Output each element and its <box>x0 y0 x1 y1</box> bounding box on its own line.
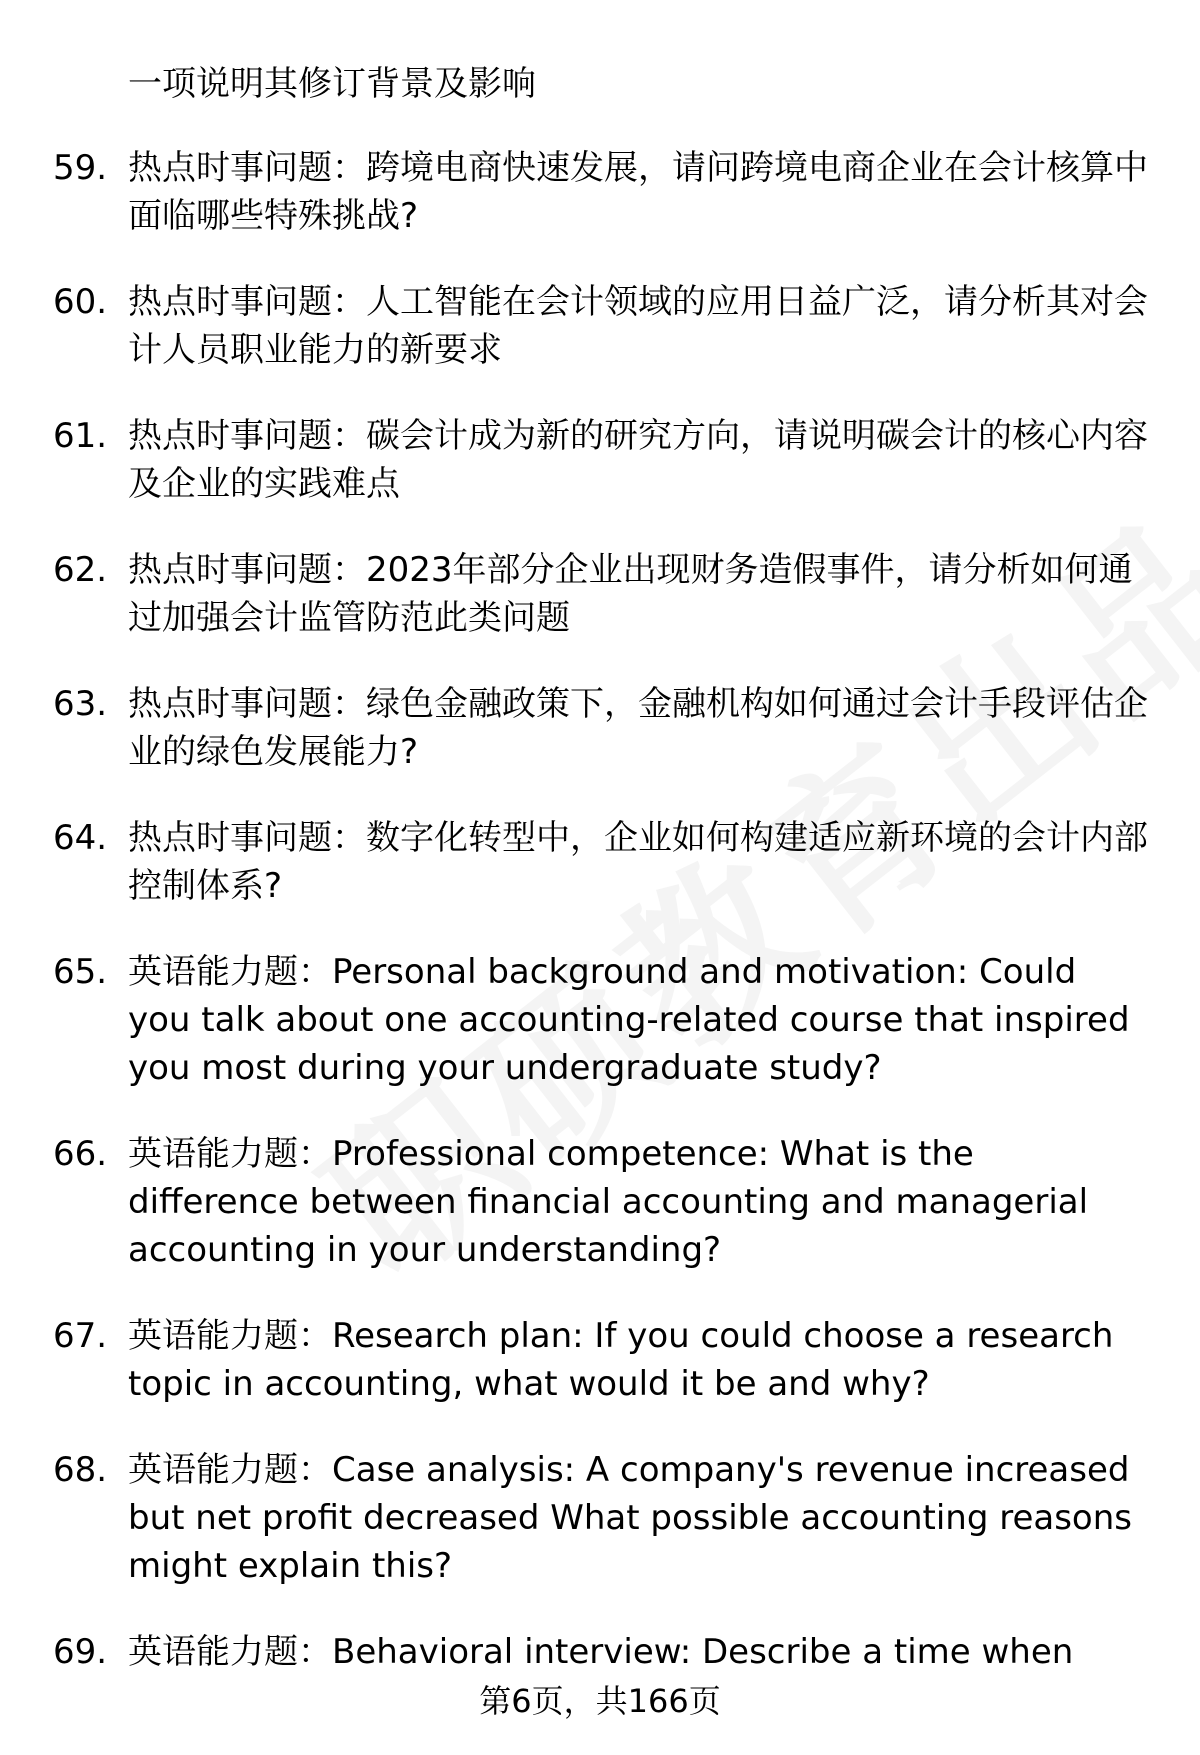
list-item <box>0 412 1200 508</box>
page-footer: 第6页，共166页 <box>479 1682 721 1720</box>
item-number: 66. <box>53 1134 108 1174</box>
item-text: 热点时事问题：数字化转型中，企业如何构建适应新环境的会计内部控制体系? <box>128 818 1148 906</box>
item-number: 60. <box>53 282 108 322</box>
item-text: 热点时事问题：跨境电商快速发展，请问跨境电商企业在会计核算中面临哪些特殊挑战? <box>128 148 1148 236</box>
item-number: 59. <box>53 148 108 188</box>
list-item <box>0 1130 1200 1274</box>
list-item <box>0 948 1200 1092</box>
item-text: 英语能力题：Personal background and motivation: Could you talk about one accounting-related course that inspired you most during your undergraduate study? <box>128 952 1130 1088</box>
item-number: 69. <box>53 1632 108 1672</box>
item-text: 热点时事问题：人工智能在会计领域的应用日益广泛，请分析其对会计人员职业能力的新要求 <box>128 282 1148 370</box>
list-item <box>0 1628 1200 1676</box>
item-text: 英语能力题：Case analysis: A company's revenue increased but net profit decreased What possible accounting reasons might explain this? <box>128 1450 1132 1586</box>
item-text: 热点时事问题：绿色金融政策下，金融机构如何通过会计手段评估企业的绿色发展能力? <box>128 684 1148 772</box>
list-item <box>0 680 1200 776</box>
list-item <box>0 546 1200 642</box>
list-item <box>0 1446 1200 1590</box>
item-number: 63. <box>53 684 108 724</box>
item-text: 热点时事问题：碳会计成为新的研究方向，请说明碳会计的核心内容及企业的实践难点 <box>128 416 1148 504</box>
item-number: 68. <box>53 1450 108 1490</box>
list-item <box>0 144 1200 240</box>
continuation-text: 一项说明其修订背景及影响 <box>128 64 536 104</box>
list-item <box>0 1312 1200 1408</box>
item-text: 英语能力题：Research plan: If you could choose a research topic in accounting, what would it be and why? <box>128 1316 1114 1404</box>
item-number: 62. <box>53 550 108 590</box>
item-number: 64. <box>53 818 108 858</box>
document-body <box>0 60 1200 1714</box>
item-text: 热点时事问题：2023年部分企业出现财务造假事件，请分析如何通过加强会计监管防范此类问题 <box>128 550 1133 638</box>
list-item <box>0 278 1200 374</box>
item-text: 英语能力题：Professional competence: What is the difference between financial accounting and managerial accounting in your understanding? <box>128 1134 1089 1270</box>
item-number: 61. <box>53 416 108 456</box>
item-number: 65. <box>53 952 108 992</box>
list-item <box>0 814 1200 910</box>
item-text: 英语能力题：Behavioral interview: Describe a time when <box>128 1632 1074 1672</box>
item-number: 67. <box>53 1316 108 1356</box>
